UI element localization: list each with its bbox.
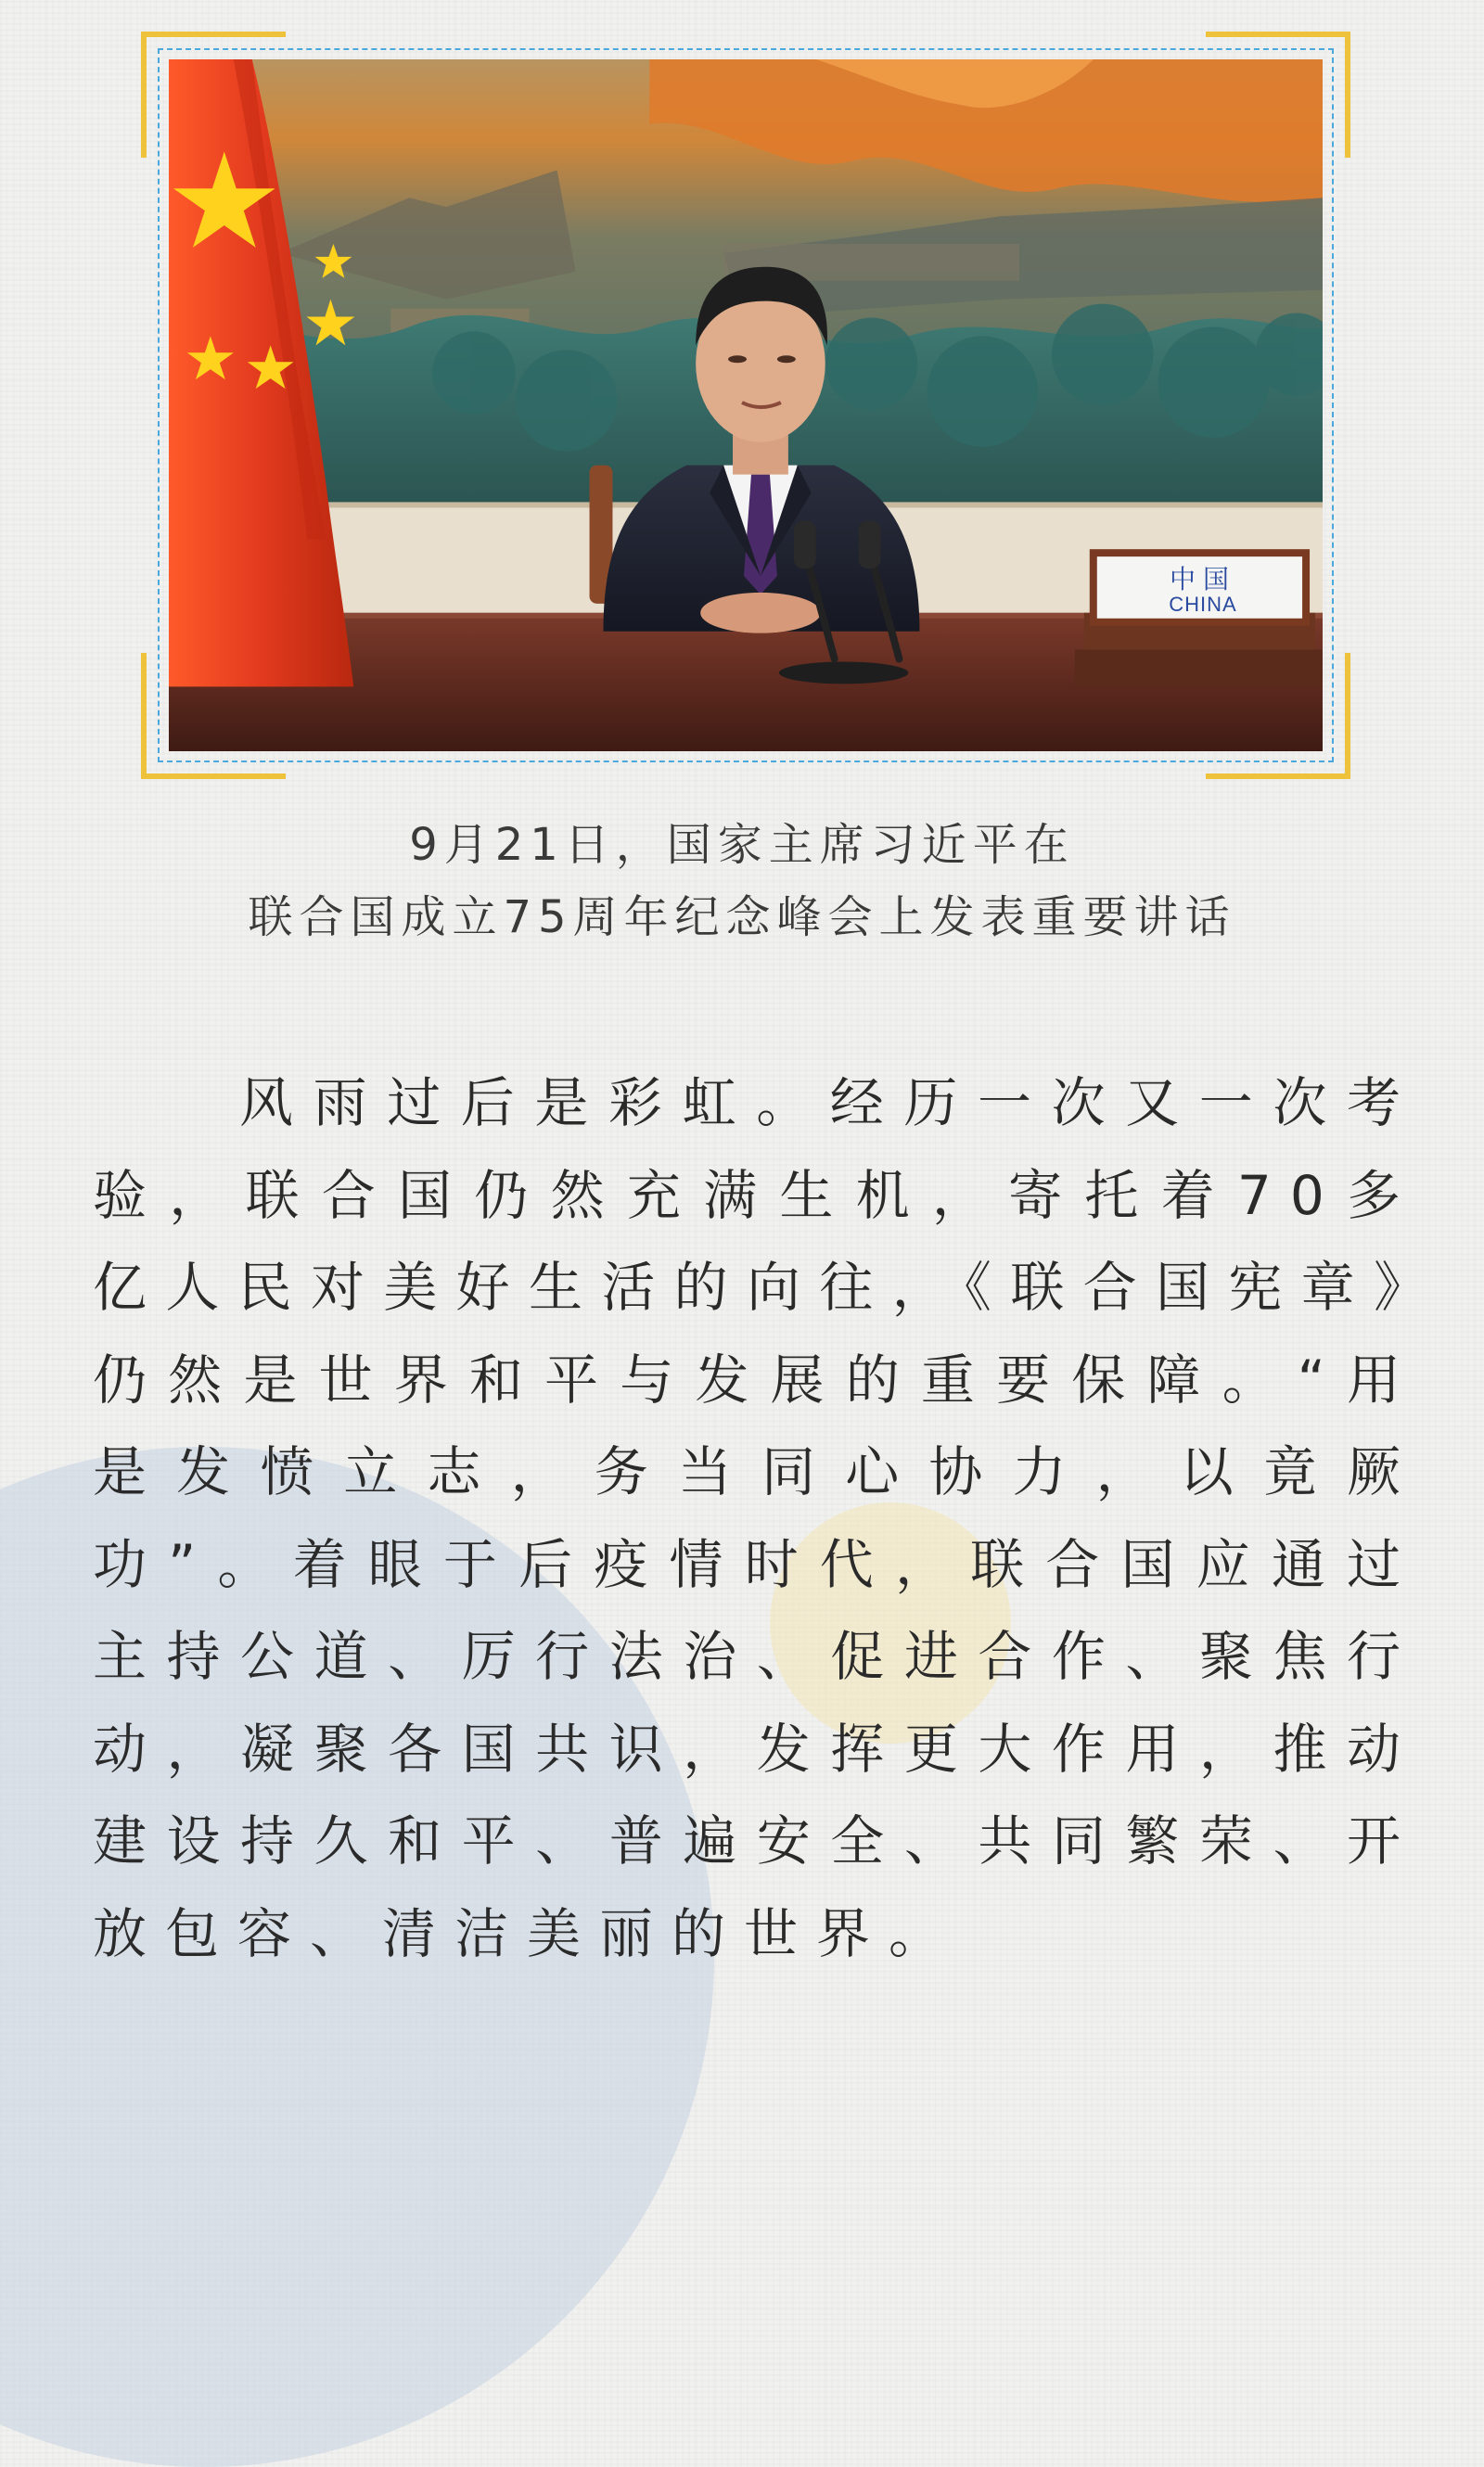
- caption-line-2: 联合国成立75周年纪念峰会上发表重要讲话: [248, 891, 1236, 943]
- body-paragraph: 风雨过后是彩虹。经历一次又一次考验，联合国仍然充满生机，寄托着70多亿人民对美好生活的向往，《联合国宪章》仍然是世界和平与发展的重要保障。“用是发愤立志，务当同心协力，以竟厥功”。着眼于后疫情时代，联合国应通过主持公道、厉行法治、促进合作、聚焦行动，凝聚各国共识，发挥更大作用，推动建设持久和平、普遍安全、共同繁荣、开放包容、清洁美丽的世界。: [93, 1071, 1419, 1965]
- photo-dashed-border: [158, 48, 1334, 762]
- nameplate-text: [1096, 556, 1310, 625]
- nameplate-cn: 中国: [1169, 565, 1236, 594]
- speech-photo-illustration: [169, 59, 1323, 751]
- nameplate-en: CHINA: [1169, 592, 1237, 616]
- caption-line-1: 9月21日，国家主席习近平在: [409, 819, 1075, 871]
- speech-photo: [169, 59, 1323, 751]
- photo-frame: [141, 32, 1350, 779]
